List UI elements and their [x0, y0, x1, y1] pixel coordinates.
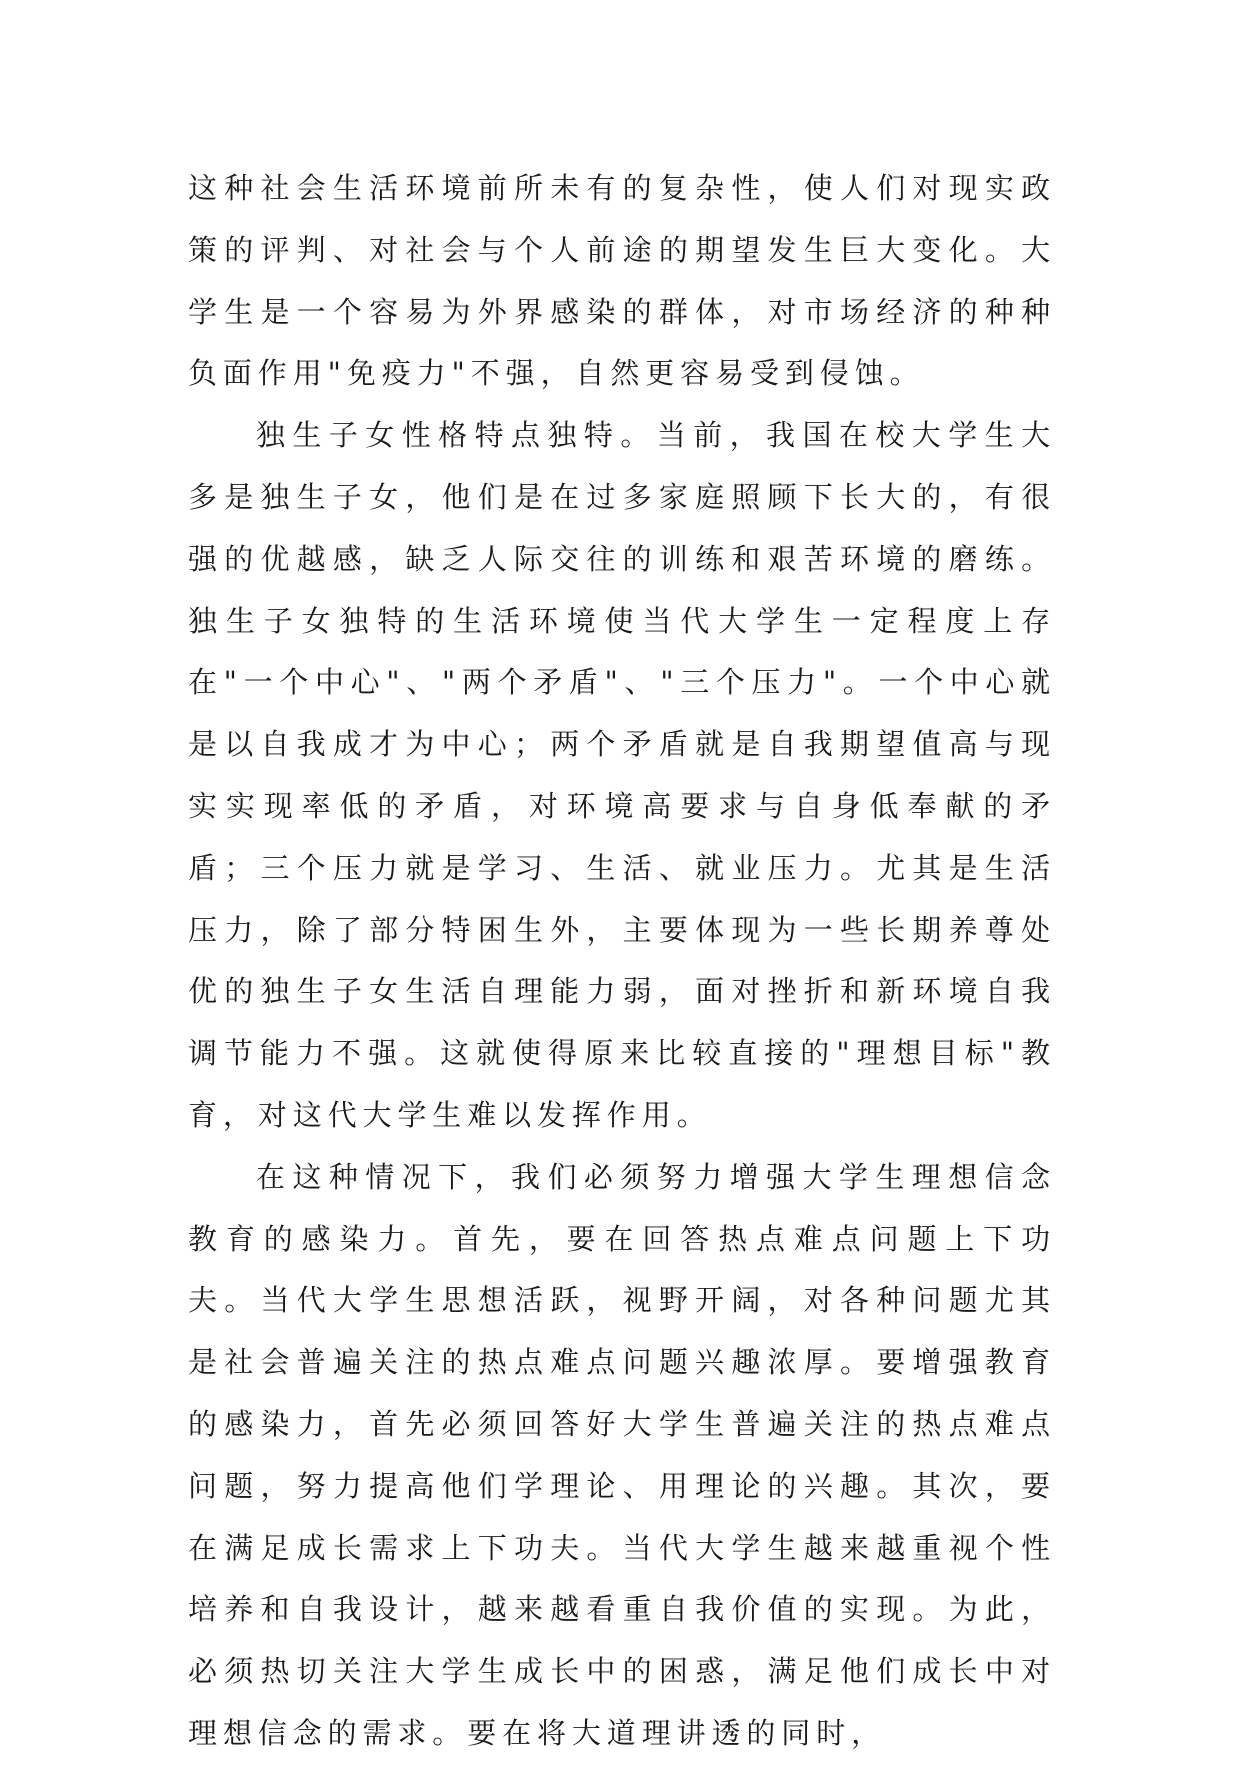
paragraph-2: 独生子女性格特点独特。当前，我国在校大学生大多是独生子女，他们是在过多家庭照顾下长大的，有很强的优越感，缺乏人际交往的训练和艰苦环境的磨练。独生子女独特的生活环境使当代大学生一定程度上存在"一个中心"、"两个矛盾"、"三个压力"。一个中心就是以自我成才为中心；两个矛盾就是自我期望值高与现实实现率低的矛盾，对环境高要求与自身低奉献的矛盾；三个压力就是学习、生活、就业压力。尤其是生活压力，除了部分特困生外，主要体现为一些长期养尊处优的独生子女生活自理能力弱，面对挫折和新环境自我调节能力不强。这就使得原来比较直接的"理想目标"教育，对这代大学生难以发挥作用。: [188, 418, 1056, 1132]
document-body: [188, 158, 1056, 1765]
paragraph-3: 在这种情况下，我们必须努力增强大学生理想信念教育的感染力。首先，要在回答热点难点问题上下功夫。当代大学生思想活跃，视野开阔，对各种问题尤其是社会普遍关注的热点难点问题兴趣浓厚。要增强教育的感染力，首先必须回答好大学生普遍关注的热点难点问题，努力提高他们学理论、用理论的兴趣。其次，要在满足成长需求上下功夫。当代大学生越来越重视个性培养和自我设计，越来越看重自我价值的实现。为此，必须热切关注大学生成长中的困惑，满足他们成长中对理想信念的需求。要在将大道理讲透的同时，: [188, 1159, 1056, 1750]
paragraph-1: 这种社会生活环境前所未有的复杂性，使人们对现实政策的评判、对社会与个人前途的期望发生巨大变化。大学生是一个容易为外界感染的群体，对市场经济的种种负面作用"免疫力"不强，自然更容易受到侵蚀。: [188, 171, 1056, 391]
